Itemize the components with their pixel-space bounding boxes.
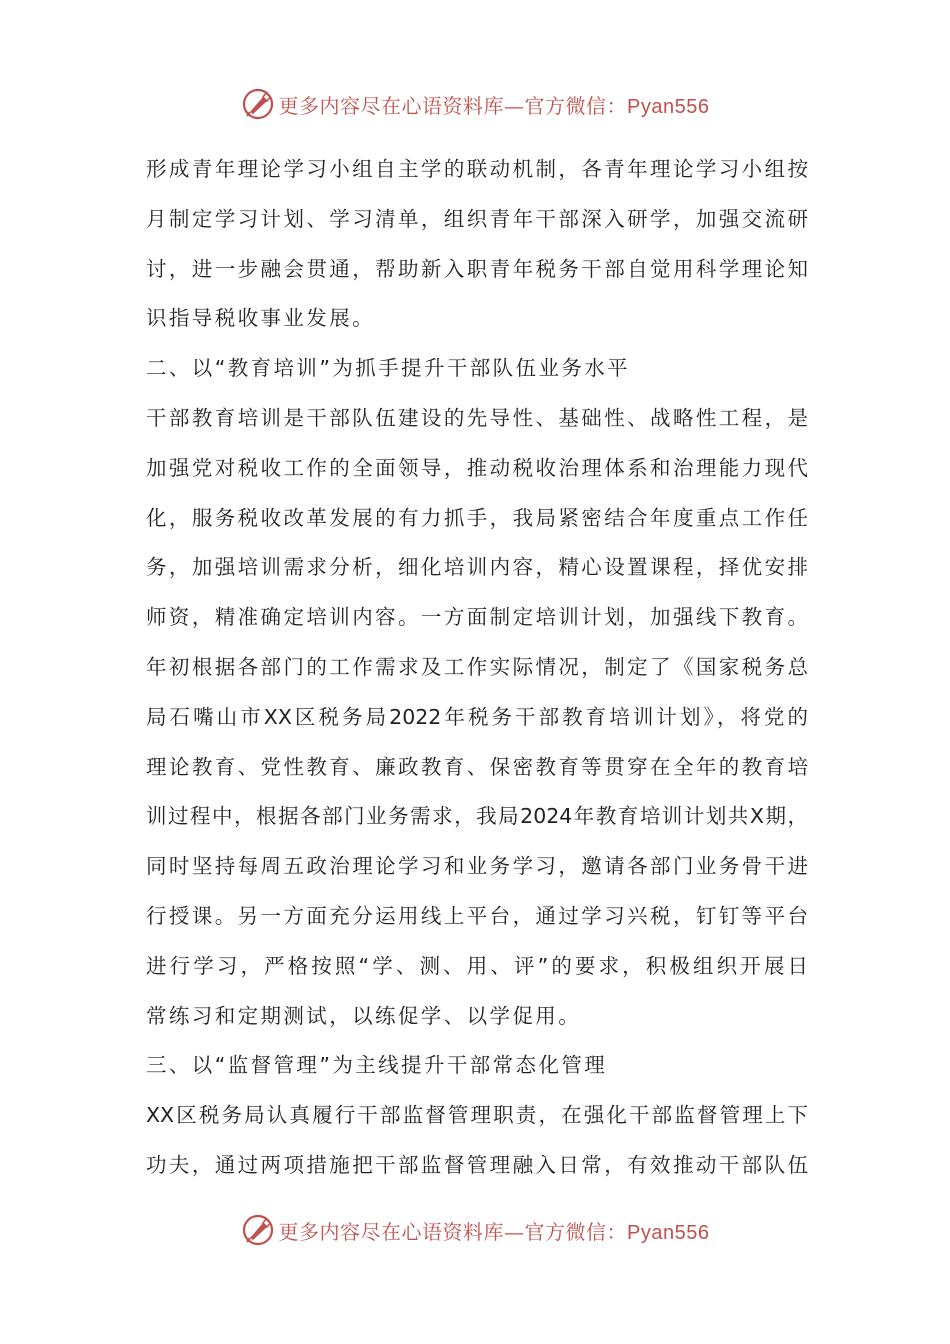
body-line: 年初根据各部门的工作需求及工作实际情况，制定了《国家税务总 [146,654,808,679]
body-line: 进行学习，严格按照“学、测、用、评”的要求，积极组织开展日 [146,953,808,978]
body-line: 化，服务税收改革发展的有力抓手，我局紧密结合年度重点工作任 [146,505,808,530]
header-watermark-banner [0,84,950,124]
footer-watermark-label: 更多内容尽在心语资料库—官方微信： [278,1219,628,1244]
body-line: 干部教育培训是干部队伍建设的先导性、基础性、战略性工程，是 [146,405,808,430]
body-line: 常练习和定期测试，以练促学、以学促用。 [146,1003,582,1028]
pen-nib-logo-icon [241,87,275,121]
header-watermark-text [279,90,710,119]
body-line: 月制定学习计划、学习清单，组织青年干部深入研学，加强交流研 [146,206,808,231]
header-wechat-id: Pyan556 [627,95,710,118]
body-line: 师资，精准确定培训内容。一方面制定培训计划，加强线下教育。 [146,605,808,630]
body-line: 理论教育、党性教育、廉政教育、保密教育等贯穿在全年的教育培 [146,754,808,779]
body-line: 行授课。另一方面充分运用线上平台，通过学习兴税，钉钉等平台 [146,903,808,928]
body-line: 加强党对税收工作的全面领导，推动税收治理体系和治理能力现代 [146,455,808,480]
footer-wechat-id: Pyan556 [627,1221,710,1244]
body-line: 务，加强培训需求分析，细化培训内容，精心设置课程，择优安排 [146,555,808,580]
footer-watermark-text [279,1216,710,1245]
body-line: 讨，进一步融会贯通，帮助新入职青年税务干部自觉用科学理论知 [146,256,808,281]
header-watermark-label: 更多内容尽在心语资料库—官方微信： [278,93,628,118]
document-body [146,145,808,1191]
pen-nib-logo-icon [241,1213,275,1247]
footer-watermark-banner [0,1210,950,1250]
section-heading-3: 三、以“监督管理”为主线提升干部常态化管理 [146,1053,608,1078]
body-line: 同时坚持每周五政治理论学习和业务学习，邀请各部门业务骨干进 [146,854,808,879]
body-line: 形成青年理论学习小组自主学的联动机制，各青年理论学习小组按 [146,157,808,181]
body-line: 功夫，通过两项措施把干部监督管理融入日常，有效推动干部队伍 [146,1152,808,1177]
body-line: 识指导税收事业发展。 [146,306,375,331]
body-line: XX区税务局认真履行干部监督管理职责，在强化干部监督管理上下 [146,1103,808,1128]
body-line: 局石嘴山市XX区税务局2022年税务干部教育培训计划》，将党的 [146,704,808,729]
section-heading-2: 二、以“教育培训”为抓手提升干部队伍业务水平 [146,356,631,381]
body-line: 训过程中，根据各部门业务需求，我局2024年教育培训计划共X期， [146,804,808,829]
